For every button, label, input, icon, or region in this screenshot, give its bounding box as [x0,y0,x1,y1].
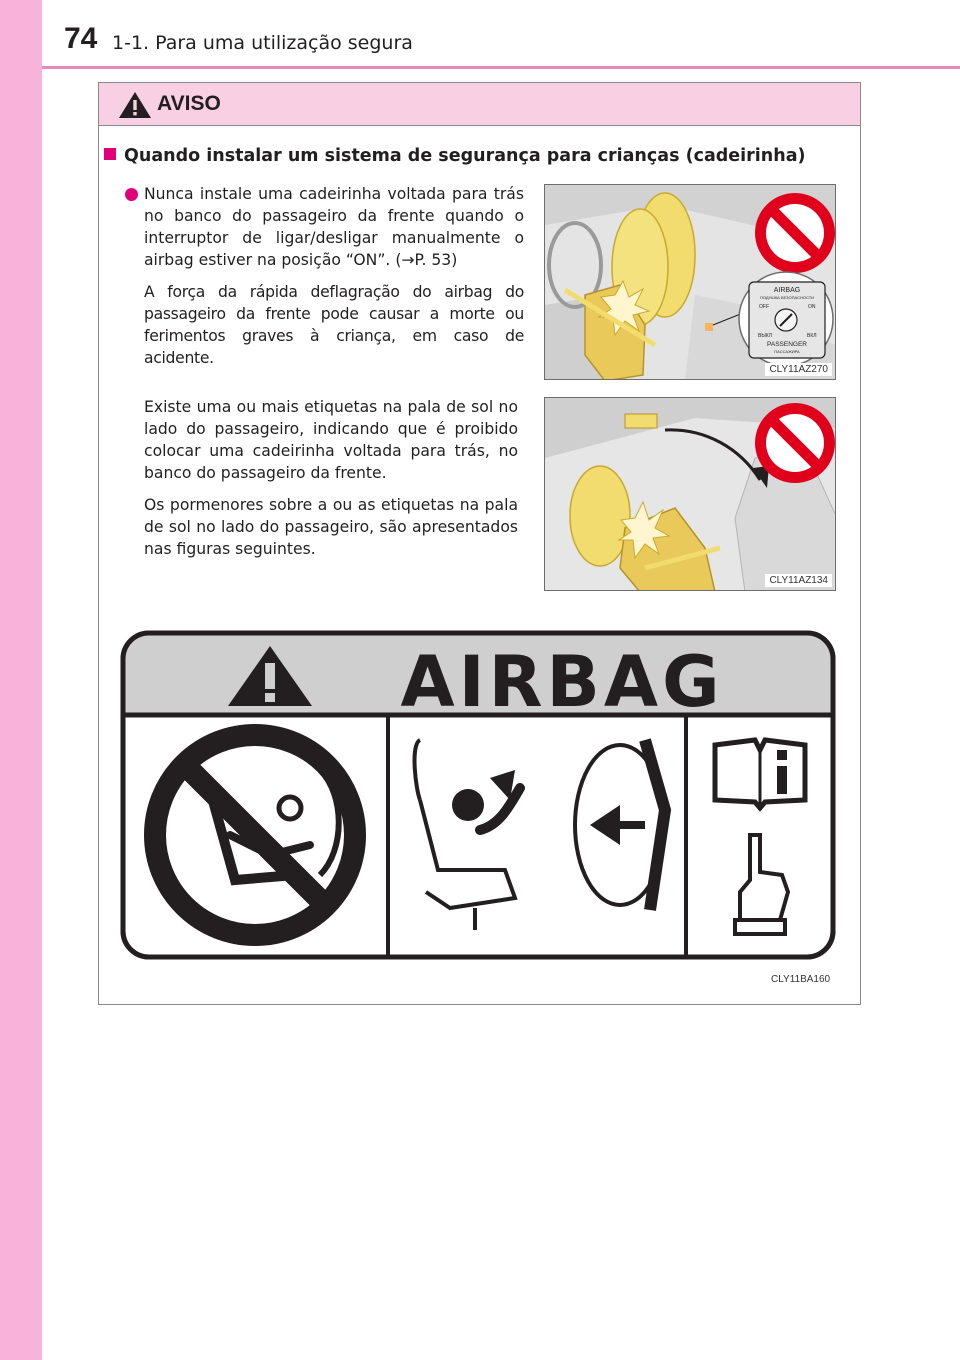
section-title: 1-1. Para uma utilização segura [112,32,413,54]
switch-label-passenger-ru: ПАССАЖИРА [774,349,800,354]
figure-airbag-switch-illustration [545,185,836,380]
item1-text: Nunca instale uma cadeirinha voltada para trás no banco do passageiro da frente quando o interruptor de ligar/desligar manualmente o airbag estiver na posição “ON”. (→P. 53) [144,185,524,269]
figure-code-1: CLY11AZ270 [765,363,832,376]
switch-label-title: AIRBAG [773,287,801,294]
switch-label-subtitle: ПОДУШКА БЕЗОПАСНОСТИ [759,295,815,300]
header-rule [42,66,960,69]
figure-code-2: CLY11AZ134 [765,574,832,587]
item2-detail: Os pormenores sobre a ou as etiquetas na pala de sol no lado do passageiro, são apresentados nas figuras seguintes. [144,496,518,558]
chapter-side-tab [0,0,42,1360]
warning-header [99,83,860,126]
warning-label: AVISO [157,92,221,115]
switch-label-off: OFF [759,304,769,310]
page-number: 74 [64,22,98,55]
sticker-title: AIRBAG [400,641,724,723]
switch-label-vkl: ВКЛ [807,333,817,339]
warning-subheading [104,146,806,166]
switch-label-on: ON [808,304,816,310]
round-bullet-icon [125,188,138,201]
figure-airbag-sticker [120,630,836,960]
figure-code-3: CLY11BA160 [771,974,831,985]
item1-detail: A força da rápida deflagração do airbag do passageiro da frente pode causar a morte ou ferimentos graves à criança, em caso de acidente. [144,283,524,367]
figure-sun-visor-label [544,397,836,591]
figure-sun-visor-illustration [545,398,836,591]
airbag-sticker-illustration [120,630,836,960]
square-bullet-icon [104,148,116,160]
switch-label-passenger: PASSENGER [767,341,807,348]
warning-subheading-text: Quando instalar um sistema de segurança para crianças (cadeirinha) [124,146,806,166]
figure-airbag-switch [544,184,836,380]
warning-triangle-icon [118,91,152,119]
switch-label-vykl: ВЫКЛ [758,333,772,339]
item2-text: Existe uma ou mais etiquetas na pala de sol no lado do passageiro, indicando que é proibido colocar uma cadeirinha voltada para trás, no banco do passageiro da frente. [144,398,518,482]
